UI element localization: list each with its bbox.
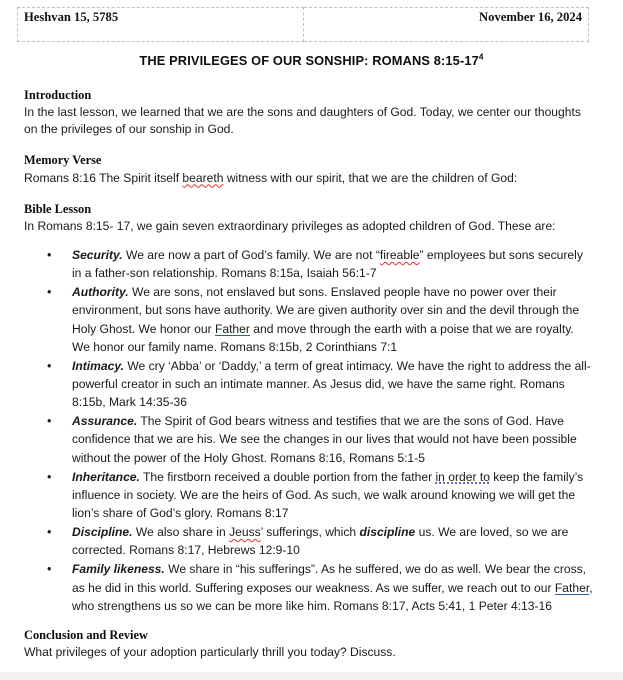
footnote-marker: 4: [478, 52, 484, 62]
list-item-security: [24, 246, 594, 282]
page-title: [24, 53, 599, 68]
grammarcheck-word-father-authority[interactable]: Father: [214, 321, 250, 336]
privilege-text-security-1: We are now a part of God’s family. We are not “: [122, 248, 380, 263]
privilege-lead-security: Security.: [72, 248, 123, 263]
bullet-icon: •: [47, 248, 52, 263]
privilege-lead-intimacy: Intimacy.: [72, 358, 124, 373]
spellcheck-word-fireable[interactable]: fireable: [379, 248, 420, 263]
privilege-text-intimacy-1: We cry ‘Abba’ or ‘Daddy,’ a term of great intimacy. We have the right to address the all-powerful creator in such an intimate manner. As Jesus did, we have the same right. Romans 8:15b, Mark 14:35-36: [72, 358, 591, 410]
privilege-lead-authority: Authority.: [72, 285, 129, 300]
header-date-table: [17, 7, 589, 42]
list-item-family-likeness: [24, 560, 594, 614]
privilege-text-discipline-2: ’ sufferings, which: [260, 525, 360, 540]
privileges-list: [24, 246, 594, 615]
privilege-text-family-likeness-2: , who strengthens us so we can be more like him. Romans 8:17, Acts 5:41, 1 Peter 4:13-16: [72, 580, 593, 613]
bullet-icon: •: [47, 414, 52, 429]
privilege-lead-inheritance: Inheritance.: [72, 469, 140, 484]
list-item-authority: [24, 283, 594, 356]
section-heading-bible-lesson: Bible Lesson: [24, 201, 92, 216]
memory-verse-text-1: Romans 8:16 The Spirit itself: [24, 170, 183, 185]
memory-verse-paragraph: [24, 170, 582, 187]
bullet-icon: •: [47, 358, 52, 373]
privilege-emphasis-discipline: discipline: [359, 525, 416, 540]
privilege-text-authority-1: We are sons, not enslaved but sons. Enslaved people have no power over their environment, but sons have authority. We are given authority over sin and the devil through the Holy Ghost. We honor our: [72, 285, 580, 336]
page-bottom-edge: [0, 672, 623, 680]
section-heading-conclusion: Conclusion and Review: [24, 627, 148, 642]
stylecheck-phrase-in-order-to[interactable]: in order to: [435, 469, 490, 484]
privilege-text-assurance-1: The Spirit of God bears witness and testifies that we are the sons of God. Have confidence that we are his. We see the changes in our lives that would not have been possible without the power of the Holy Ghost. Romans 8:16, Romans 5:1-5: [72, 414, 577, 465]
privilege-text-security-2: ” employees but sons securely in a father-son relationship. Romans 8:15a, Isaiah 56:1-7: [72, 248, 583, 281]
section-heading-memory-verse: Memory Verse: [24, 153, 102, 168]
memory-verse-text-2: witness with our spirit, that we are the children of God:: [223, 170, 518, 185]
privilege-text-inheritance-1: The firstborn received a double portion from the father: [139, 469, 436, 484]
bullet-icon: •: [47, 469, 52, 484]
header-gregorian-date-cell: November 16, 2024: [303, 8, 589, 42]
privilege-lead-assurance: Assurance.: [72, 414, 138, 429]
privilege-text-inheritance-2: keep the family’s influence in society. We are the heirs of God. As such, we walk around knowing we will get the lion’s share of God’s glory. Romans 8:17: [72, 469, 584, 521]
section-heading-introduction: Introduction: [24, 88, 92, 102]
grammarcheck-word-father-family-likeness[interactable]: Father: [554, 580, 590, 595]
list-item-discipline: [24, 523, 594, 559]
conclusion-section: [24, 628, 594, 661]
list-item-inheritance: [24, 468, 594, 522]
privilege-text-family-likeness-1: We share in “his sufferings”. As he suffered, we do as well. We bear the cross, as he did in this world. Suffering exposes our weakness. As we suffer, we reach out to our: [72, 562, 587, 595]
privilege-text-discipline-1: We also share in: [132, 525, 230, 540]
privilege-lead-family-likeness: Family likeness.: [72, 562, 165, 577]
privilege-text-discipline-3: us. We are loved, so we are corrected. Romans 8:17, Hebrews 12:9-10: [72, 525, 569, 558]
privilege-text-authority-2: and move through the earth with a poise that we are royalty. We honor our family name. Romans 8:15b, 2 Corinthians 7:1: [72, 321, 574, 354]
bullet-icon: •: [47, 285, 52, 300]
introduction-paragraph: In the last lesson, we learned that we are the sons and daughters of God. Today, we center our thoughts on the privileges of our sonship in God.: [24, 105, 581, 137]
privilege-lead-discipline: Discipline.: [72, 525, 133, 540]
spellcheck-word-beareth[interactable]: beareth: [182, 170, 224, 185]
list-item-intimacy: [24, 357, 594, 411]
bullet-icon: •: [47, 525, 52, 540]
conclusion-paragraph: What privileges of your adoption particularly thrill you today? Discuss.: [24, 645, 396, 659]
header-hebrew-date-cell: Heshvan 15, 5785: [18, 8, 304, 42]
document-body: [24, 88, 594, 661]
page-title-text: THE PRIVILEGES OF OUR SONSHIP: ROMANS 8:15-17: [139, 53, 479, 68]
spellcheck-word-jeuss[interactable]: Jeuss: [229, 525, 261, 540]
table-row: [18, 8, 589, 42]
bullet-icon: •: [47, 562, 52, 577]
list-item-assurance: [24, 412, 594, 466]
bible-lesson-intro-paragraph: In Romans 8:15- 17, we gain seven extraordinary privileges as adopted children of God. These are:: [24, 218, 556, 233]
